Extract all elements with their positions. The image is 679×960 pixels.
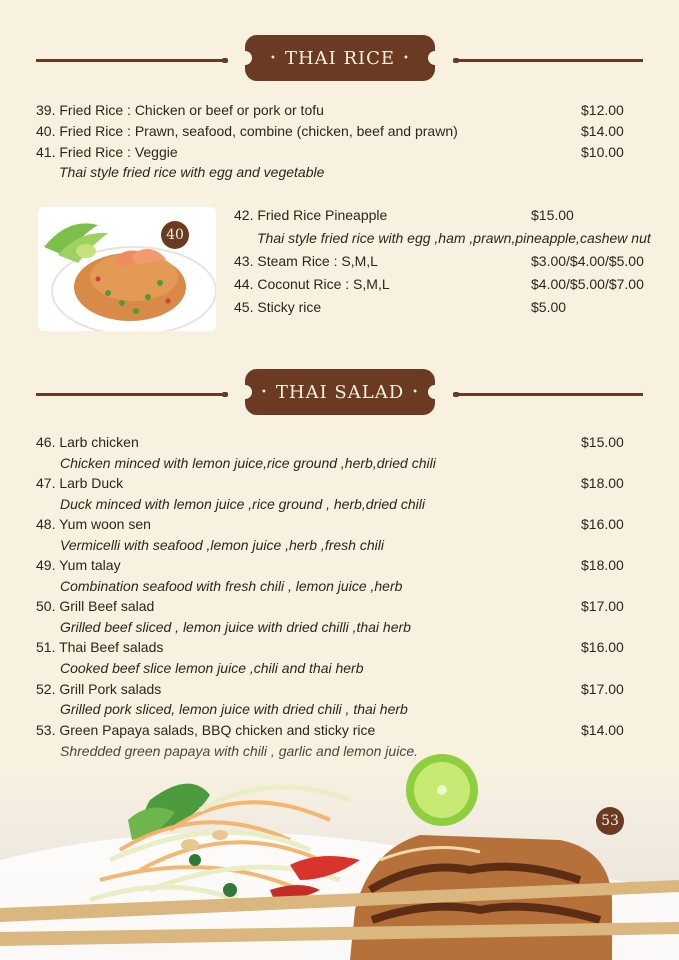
header-rule-left — [36, 59, 226, 62]
menu-item-name: 53. Green Papaya salads, BBQ chicken and sticky rice — [36, 722, 376, 738]
menu-item-name: 40. Fried Rice : Prawn, seafood, combine (chicken, beef and prawn) — [36, 123, 458, 139]
papaya-salad-photo — [0, 740, 679, 960]
menu-item-name: 50. Grill Beef salad — [36, 598, 155, 614]
menu-item-description: Duck minced with lemon juice ,rice ground , herb,dried chili — [60, 496, 425, 512]
papaya-salad-illustration — [0, 740, 679, 960]
menu-item-name: 42. Fried Rice Pineapple — [234, 207, 388, 223]
menu-item-price: $18.00 — [581, 557, 624, 573]
menu-item-description: Cooked beef slice lemon juice ,chili and thai herb — [60, 660, 364, 676]
menu-item-description: Grilled pork sliced, lemon juice with dried chili , thai herb — [60, 701, 408, 717]
menu-item-name: 47. Larb Duck — [36, 475, 124, 491]
menu-item-price: $15.00 — [531, 207, 574, 223]
menu-item-price: $14.00 — [581, 722, 624, 738]
menu-item-price: $3.00/$4.00/$5.00 — [531, 253, 644, 269]
menu-item-name: 52. Grill Pork salads — [36, 681, 162, 697]
header-rule-left — [36, 393, 226, 396]
header-rule-right — [455, 393, 643, 396]
menu-item-name: 43. Steam Rice : S,M,L — [234, 253, 378, 269]
menu-item-description: Grilled beef sliced , lemon juice with dried chilli ,thai herb — [60, 619, 411, 635]
menu-item-price: $4.00/$5.00/$7.00 — [531, 276, 644, 292]
menu-item-price: $5.00 — [531, 299, 567, 315]
menu-item-name: 49. Yum talay — [36, 557, 121, 573]
menu-item-price: $16.00 — [581, 639, 624, 655]
rice-section-banner — [245, 35, 435, 81]
menu-item-name: 48. Yum woon sen — [36, 516, 151, 532]
menu-item-price: $14.00 — [581, 123, 624, 139]
item-number-badge: 53 — [596, 807, 624, 835]
menu-item-description: Combination seafood with fresh chili , lemon juice ,herb — [60, 578, 403, 594]
menu-item-price: $17.00 — [581, 598, 624, 614]
menu-item-name: 45. Sticky rice — [234, 299, 322, 315]
menu-item-name: 44. Coconut Rice : S,M,L — [234, 276, 390, 292]
header-rule-right — [455, 59, 643, 62]
banner-ornament-icon: • — [403, 52, 410, 64]
menu-item-name: 39. Fried Rice : Chicken or beef or pork or tofu — [36, 102, 324, 118]
salad-section-banner — [245, 369, 435, 415]
menu-item-price: $15.00 — [581, 434, 624, 450]
menu-item-description: Thai style fried rice with egg and vegetable — [59, 164, 325, 180]
menu-item-price: $12.00 — [581, 102, 624, 118]
menu-item-name: 41. Fried Rice : Veggie — [36, 144, 178, 160]
menu-item-description: Thai style fried rice with egg ,ham ,prawn,pineapple,cashew nut — [257, 230, 651, 246]
menu-item-name: 46. Larb chicken — [36, 434, 139, 450]
banner-ornament-icon: • — [270, 52, 277, 64]
fried-rice-photo — [38, 207, 216, 331]
menu-item-price: $18.00 — [581, 475, 624, 491]
menu-item-name: 51. Thai Beef salads — [36, 639, 164, 655]
menu-item-description: Chicken minced with lemon juice,rice ground ,herb,dried chili — [60, 455, 436, 471]
item-number-badge: 40 — [161, 221, 189, 249]
menu-item-description: Vermicelli with seafood ,lemon juice ,herb ,fresh chili — [60, 537, 384, 553]
salad-section-title: THAI SALAD — [275, 381, 405, 403]
rice-section-header — [0, 35, 679, 85]
banner-ornament-icon: • — [412, 386, 420, 398]
menu-item-price: $17.00 — [581, 681, 624, 697]
banner-ornament-icon: • — [260, 386, 268, 398]
menu-item-price: $10.00 — [581, 144, 624, 160]
menu-item-price: $16.00 — [581, 516, 624, 532]
salad-section-header — [0, 369, 679, 419]
rice-section-title: THAI RICE — [284, 47, 396, 69]
fried-rice-illustration — [38, 207, 216, 331]
